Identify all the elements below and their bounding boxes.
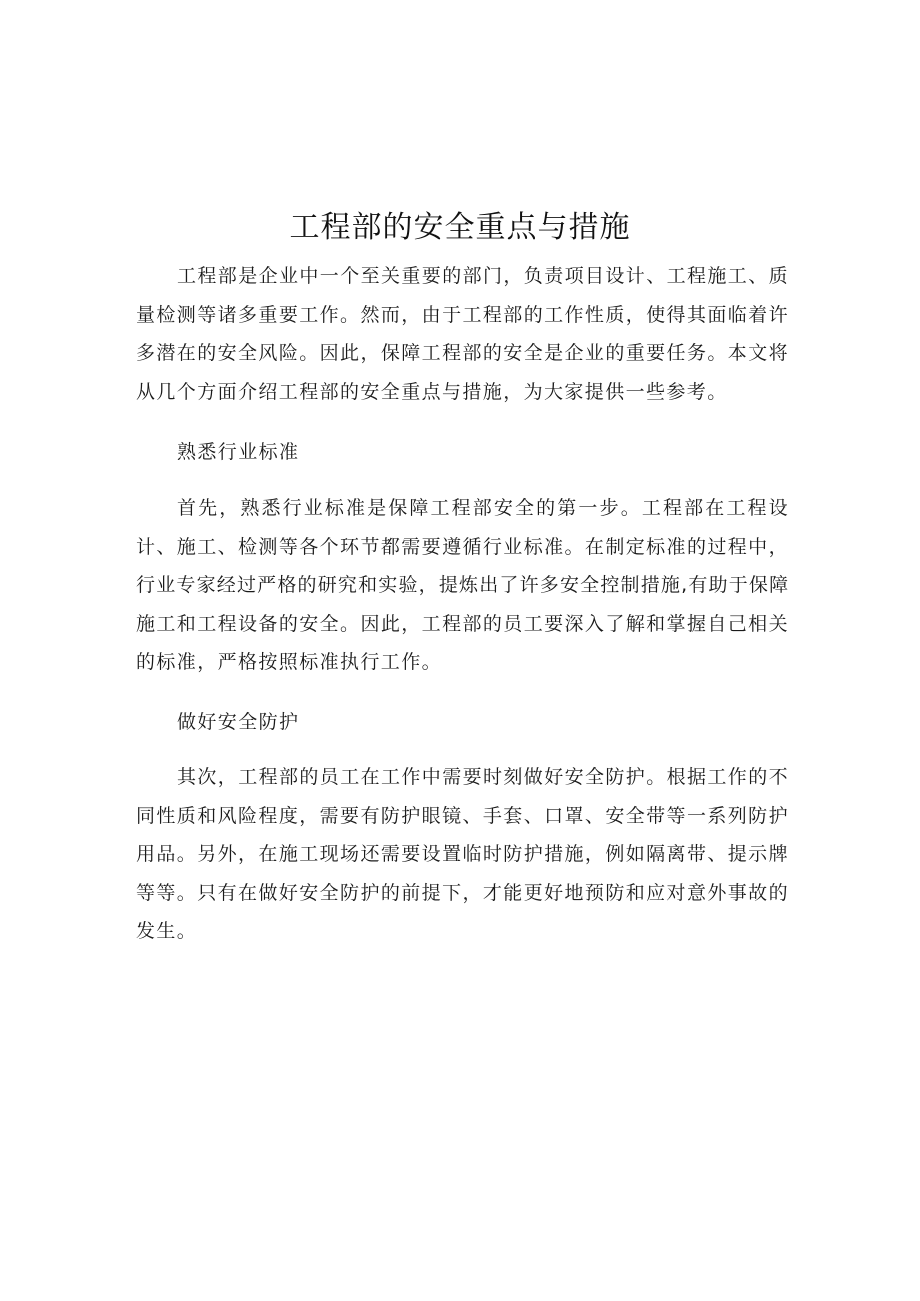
protection-paragraph (136, 758, 789, 951)
intro-paragraph (136, 257, 789, 411)
standards-line: 的标准，严格按照标准执行工作。 (136, 651, 443, 673)
protection-line: 其次，工程部的员工在工作中需要时刻做好安全防护。根据工作的不 (177, 766, 790, 788)
document-title: 工程部的安全重点与措施 (289, 210, 631, 245)
section-heading-protection: 做好安全防护 (177, 711, 300, 733)
intro-line: 工程部是企业中一个至关重要的部门，负责项目设计、工程施工、质 (177, 265, 790, 287)
intro-line: 多潜在的安全风险。因此，保障工程部的安全是企业的重要任务。本文将 (136, 342, 789, 364)
standards-line: 首先，熟悉行业标准是保障工程部安全的第一步。工程部在工程设 (177, 497, 789, 519)
standards-paragraph (136, 489, 789, 682)
protection-line: 同性质和风险程度，需要有防护眼镜、手套、口罩、安全带等一系列防护 (136, 804, 789, 827)
protection-line: 用品。另外，在施工现场还需要设置临时防护措施，例如隔离带、提示牌 (136, 843, 789, 865)
protection-line: 发生。 (136, 920, 198, 942)
section-heading-standards: 熟悉行业标准 (177, 441, 300, 463)
standards-line: 施工和工程设备的安全。因此，工程部的员工要深入了解和掌握自己相关 (136, 612, 789, 635)
intro-line: 量检测等诸多重要工作。然而，由于工程部的工作性质，使得其面临着许 (136, 303, 789, 326)
intro-line: 从几个方面介绍工程部的安全重点与措施，为大家提供一些参考。 (136, 380, 728, 403)
standards-line: 行业专家经过严格的研究和实验，提炼出了许多安全控制措施,有助于保障 (136, 574, 789, 596)
protection-line: 等等。只有在做好安全防护的前提下，才能更好地预防和应对意外事故的 (136, 881, 789, 904)
standards-line: 计、施工、检测等各个环节都需要遵循行业标准。在制定标准的过程中， (136, 535, 789, 558)
